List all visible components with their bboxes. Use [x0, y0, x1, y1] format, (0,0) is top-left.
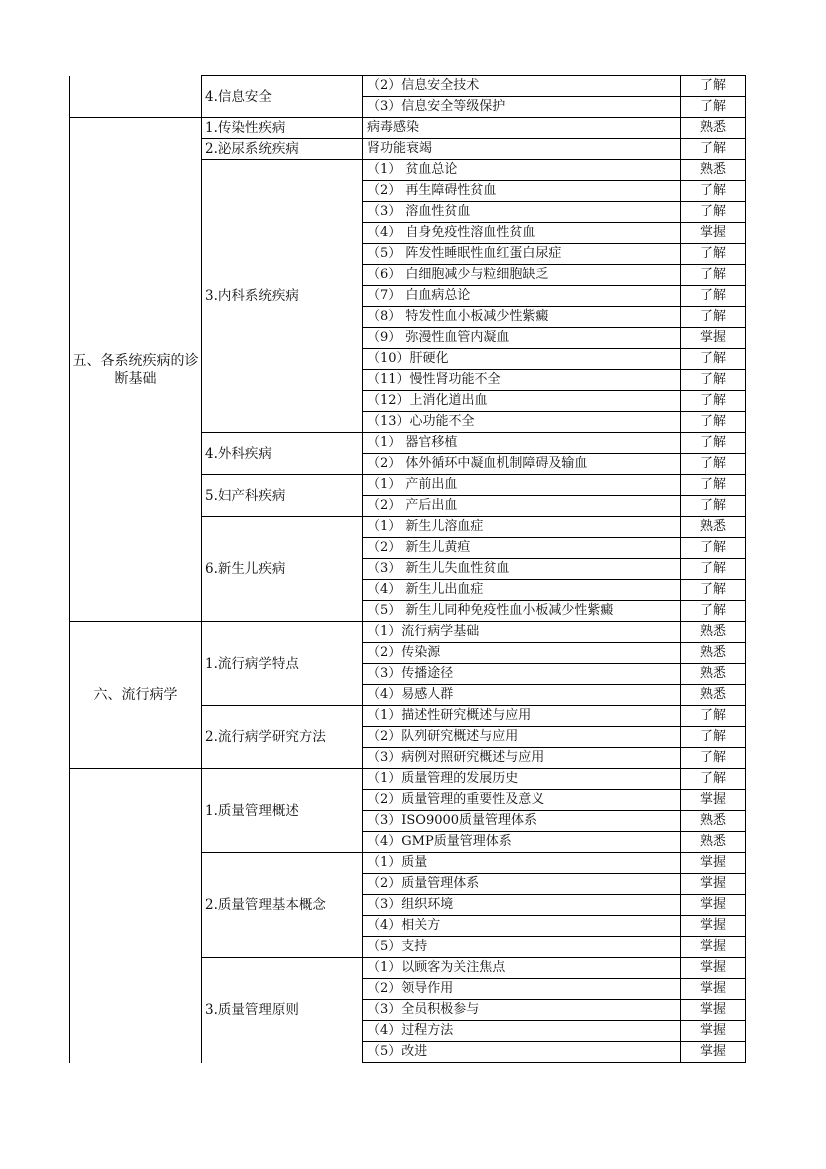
item-level: 了解 — [681, 433, 746, 454]
topic-name: 4.外科疾病 — [202, 433, 363, 475]
item-text: （3）全员积极参与 — [363, 1000, 681, 1021]
item-text: （2） 新生儿黄疸 — [363, 538, 681, 559]
item-text: （2）领导作用 — [363, 979, 681, 1000]
item-text: （1） 贫血总论 — [363, 160, 681, 181]
item-level: 了解 — [681, 97, 746, 118]
item-level: 了解 — [681, 475, 746, 496]
item-text: 肾功能衰竭 — [363, 139, 681, 160]
item-text: （2） 再生障碍性贫血 — [363, 181, 681, 202]
item-level: 了解 — [681, 244, 746, 265]
item-level: 了解 — [681, 349, 746, 370]
item-text: （1） 产前出血 — [363, 475, 681, 496]
item-level: 了解 — [681, 538, 746, 559]
table-row — [70, 118, 746, 139]
topic-name: 2.流行病学研究方法 — [202, 706, 363, 769]
item-level: 掌握 — [681, 223, 746, 244]
topic-name: 2.质量管理基本概念 — [202, 853, 363, 958]
item-text: （3） 溶血性贫血 — [363, 202, 681, 223]
section-title: 五、各系统疾病的诊断基础 — [70, 118, 202, 622]
item-text: （4）相关方 — [363, 916, 681, 937]
item-text: （13）心功能不全 — [363, 412, 681, 433]
item-level: 了解 — [681, 139, 746, 160]
topic-name: 1.质量管理概述 — [202, 769, 363, 853]
item-level: 熟悉 — [681, 118, 746, 139]
item-text: （5） 阵发性睡眠性血红蛋白尿症 — [363, 244, 681, 265]
table-row — [70, 76, 746, 97]
item-text: （11）慢性肾功能不全 — [363, 370, 681, 391]
topic-name: 2.泌尿系统疾病 — [202, 139, 363, 160]
item-level: 掌握 — [681, 1000, 746, 1021]
item-level: 了解 — [681, 202, 746, 223]
topic-name: 6.新生儿疾病 — [202, 517, 363, 622]
item-level: 了解 — [681, 727, 746, 748]
item-text: （2）质量管理体系 — [363, 874, 681, 895]
item-level: 了解 — [681, 370, 746, 391]
topic-name: 3.内科系统疾病 — [202, 160, 363, 433]
item-text: （1） 器官移植 — [363, 433, 681, 454]
section-title — [70, 76, 202, 118]
item-level: 熟悉 — [681, 160, 746, 181]
item-level: 掌握 — [681, 979, 746, 1000]
item-text: （4）GMP质量管理体系 — [363, 832, 681, 853]
item-level: 掌握 — [681, 874, 746, 895]
item-text: （2）信息安全技术 — [363, 76, 681, 97]
item-text: （6） 白细胞减少与粒细胞缺乏 — [363, 265, 681, 286]
item-level: 了解 — [681, 601, 746, 622]
item-level: 熟悉 — [681, 811, 746, 832]
item-level: 掌握 — [681, 1021, 746, 1042]
item-text: （1）描述性研究概述与应用 — [363, 706, 681, 727]
item-text: （3）病例对照研究概述与应用 — [363, 748, 681, 769]
item-level: 了解 — [681, 391, 746, 412]
item-level: 熟悉 — [681, 622, 746, 643]
section-title — [70, 769, 202, 1063]
item-level: 掌握 — [681, 790, 746, 811]
item-level: 掌握 — [681, 328, 746, 349]
item-level: 熟悉 — [681, 685, 746, 706]
topic-name: 3.质量管理原则 — [202, 958, 363, 1063]
item-text: （2）传染源 — [363, 643, 681, 664]
topic-name: 4.信息安全 — [202, 76, 363, 118]
item-text: （3）信息安全等级保护 — [363, 97, 681, 118]
item-level: 了解 — [681, 559, 746, 580]
item-level: 熟悉 — [681, 832, 746, 853]
syllabus-table — [69, 75, 746, 1063]
topic-name: 5.妇产科疾病 — [202, 475, 363, 517]
item-text: （1） 新生儿溶血症 — [363, 517, 681, 538]
item-text: （1）质量 — [363, 853, 681, 874]
item-level: 掌握 — [681, 853, 746, 874]
item-level: 了解 — [681, 454, 746, 475]
item-text: （5） 新生儿同种免疫性血小板减少性紫癜 — [363, 601, 681, 622]
item-level: 了解 — [681, 748, 746, 769]
item-level: 了解 — [681, 76, 746, 97]
item-level: 了解 — [681, 496, 746, 517]
item-text: （8） 特发性血小板减少性紫癜 — [363, 307, 681, 328]
item-text: （2）质量管理的重要性及意义 — [363, 790, 681, 811]
item-level: 掌握 — [681, 1042, 746, 1063]
item-level: 了解 — [681, 580, 746, 601]
item-text: （3）组织环境 — [363, 895, 681, 916]
item-level: 了解 — [681, 286, 746, 307]
item-level: 了解 — [681, 307, 746, 328]
topic-name: 1.传染性疾病 — [202, 118, 363, 139]
item-text: （4） 自身免疫性溶血性贫血 — [363, 223, 681, 244]
item-text: （9） 弥漫性血管内凝血 — [363, 328, 681, 349]
item-level: 了解 — [681, 412, 746, 433]
item-text: （10）肝硬化 — [363, 349, 681, 370]
item-text: （2）队列研究概述与应用 — [363, 727, 681, 748]
item-text: （5）改进 — [363, 1042, 681, 1063]
item-level: 掌握 — [681, 937, 746, 958]
item-level: 熟悉 — [681, 664, 746, 685]
item-text: （4） 新生儿出血症 — [363, 580, 681, 601]
item-text: （2） 产后出血 — [363, 496, 681, 517]
item-level: 熟悉 — [681, 643, 746, 664]
table-row — [70, 769, 746, 790]
item-level: 掌握 — [681, 958, 746, 979]
item-level: 了解 — [681, 769, 746, 790]
item-text: （5）支持 — [363, 937, 681, 958]
item-text: （4）过程方法 — [363, 1021, 681, 1042]
item-level: 了解 — [681, 181, 746, 202]
item-text: （1）流行病学基础 — [363, 622, 681, 643]
item-level: 了解 — [681, 265, 746, 286]
item-text: （12）上消化道出血 — [363, 391, 681, 412]
item-text: （3）传播途径 — [363, 664, 681, 685]
item-text: （1）质量管理的发展历史 — [363, 769, 681, 790]
item-text: （7） 白血病总论 — [363, 286, 681, 307]
item-text: （2） 体外循环中凝血机制障碍及输血 — [363, 454, 681, 475]
item-level: 掌握 — [681, 895, 746, 916]
table-row — [70, 622, 746, 643]
section-title: 六、流行病学 — [70, 622, 202, 769]
item-text: （3）ISO9000质量管理体系 — [363, 811, 681, 832]
topic-name: 1.流行病学特点 — [202, 622, 363, 706]
item-text: （1）以顾客为关注焦点 — [363, 958, 681, 979]
item-level: 了解 — [681, 706, 746, 727]
item-text: （4）易感人群 — [363, 685, 681, 706]
item-text: （3） 新生儿失血性贫血 — [363, 559, 681, 580]
item-text: 病毒感染 — [363, 118, 681, 139]
item-level: 掌握 — [681, 916, 746, 937]
item-level: 熟悉 — [681, 517, 746, 538]
